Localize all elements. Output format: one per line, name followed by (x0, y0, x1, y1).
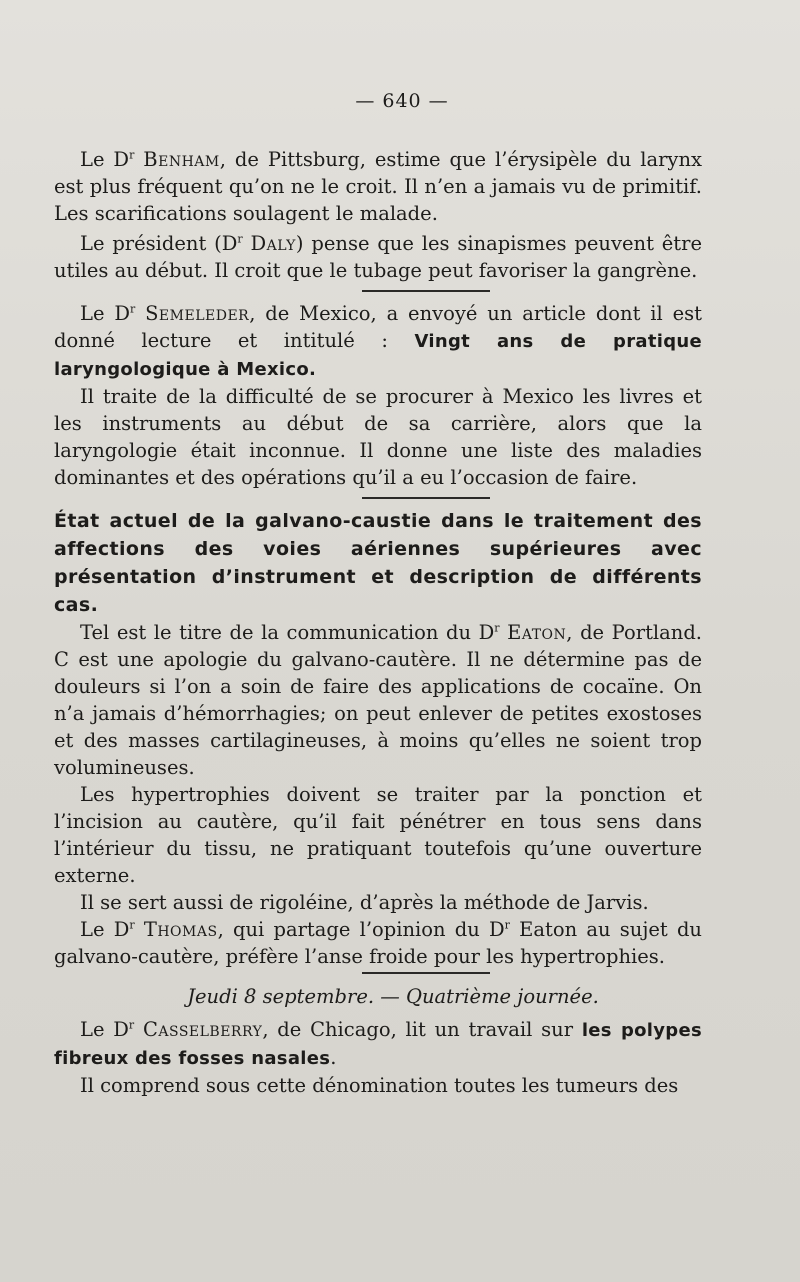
author-name: Semeleder (145, 302, 250, 325)
section-divider (362, 290, 490, 292)
paragraph-casselberry: Le $D^r$ Casselberry, de Chicago, lit un travail sur les polypes fibreux des fosses nasales. (54, 1018, 702, 1069)
paragraph-semeleder-summary: Il traite de la difficulté de se procurer à Mexico les livres et les instruments au début de sa carrière, alors que la laryngologie était inconnue. Il donne une liste des maladies dominantes et des opérations qu’il a eu l’occasion de faire. (54, 385, 702, 489)
article-title: Vingt ans de pratique laryngologique à Mexico. (54, 331, 702, 380)
paragraph-continuation: Il comprend sous cette dénomination toutes les tumeurs des (80, 1074, 679, 1097)
day-heading: Jeudi 8 septembre. — Quatrième journée. (187, 985, 599, 1008)
author-name: Thomas (143, 918, 218, 941)
paragraph-thomas: Le $D^r$ Thomas, qui partage l’opinion du $D^r$ Eaton au sujet du galvano-cautère, préfère l’anse froide pour les hypertrophies. (54, 918, 702, 968)
paragraph-semeleder: Le $D^r$ Semeleder, de Mexico, a envoyé un article dont il est donné lecture et intitulé : Vingt ans de pratique laryngologique à Mexico. (54, 302, 702, 380)
section-heading: État actuel de la galvano-caustie dans le traitement des affections des voies aériennes supérieures avec présentation d’instrument et description de différents cas. (54, 510, 702, 616)
section-divider (362, 497, 490, 499)
author-name: Casselberry (142, 1018, 263, 1041)
paragraph-eaton: Tel est le titre de la communication du $D^r$ Eaton, de Portland. C est une apologie du galvano-cautère. Il ne détermine pas de douleurs si l’on a soin de faire des applications de cocaïne. On n’a jamais d’hémorrhagies; on peut enlever de petites exostoses et des masses cartilagineuses, à moins qu’elles ne soient trop volumineuses. (54, 621, 703, 779)
author-name: Eaton (507, 621, 567, 644)
article-title: les polypes fibreux des fosses nasales (54, 1020, 702, 1069)
author-name: Benham (143, 148, 220, 171)
paragraph-hypertrophies: Les hypertrophies doivent se traiter par la ponction et l’incision au cautère, qu’il fait pénétrer en tous sens dans l’intérieur du tissu, ne pratiquant toutefois qu’une ouverture externe. (54, 783, 702, 887)
author-name: Daly (250, 232, 296, 255)
section-divider (362, 972, 490, 974)
paragraph-rigoleine: Il se sert aussi de rigoléine, d’après la méthode de Jarvis. (80, 891, 649, 914)
page-number: — 640 — (355, 90, 449, 112)
paragraph-benham: Le $D^r$ Benham, de Pittsburg, estime que l’érysipèle du larynx est plus fréquent qu’on ne le croit. Il n’en a jamais vu de primitif. Les scarifications soulagent le malade. (54, 148, 703, 225)
paragraph-daly: Le président ($D^r$ Daly) pense que les sinapismes peuvent être utiles au début. Il croit que le tubage peut favoriser la gangrène. (54, 232, 703, 282)
